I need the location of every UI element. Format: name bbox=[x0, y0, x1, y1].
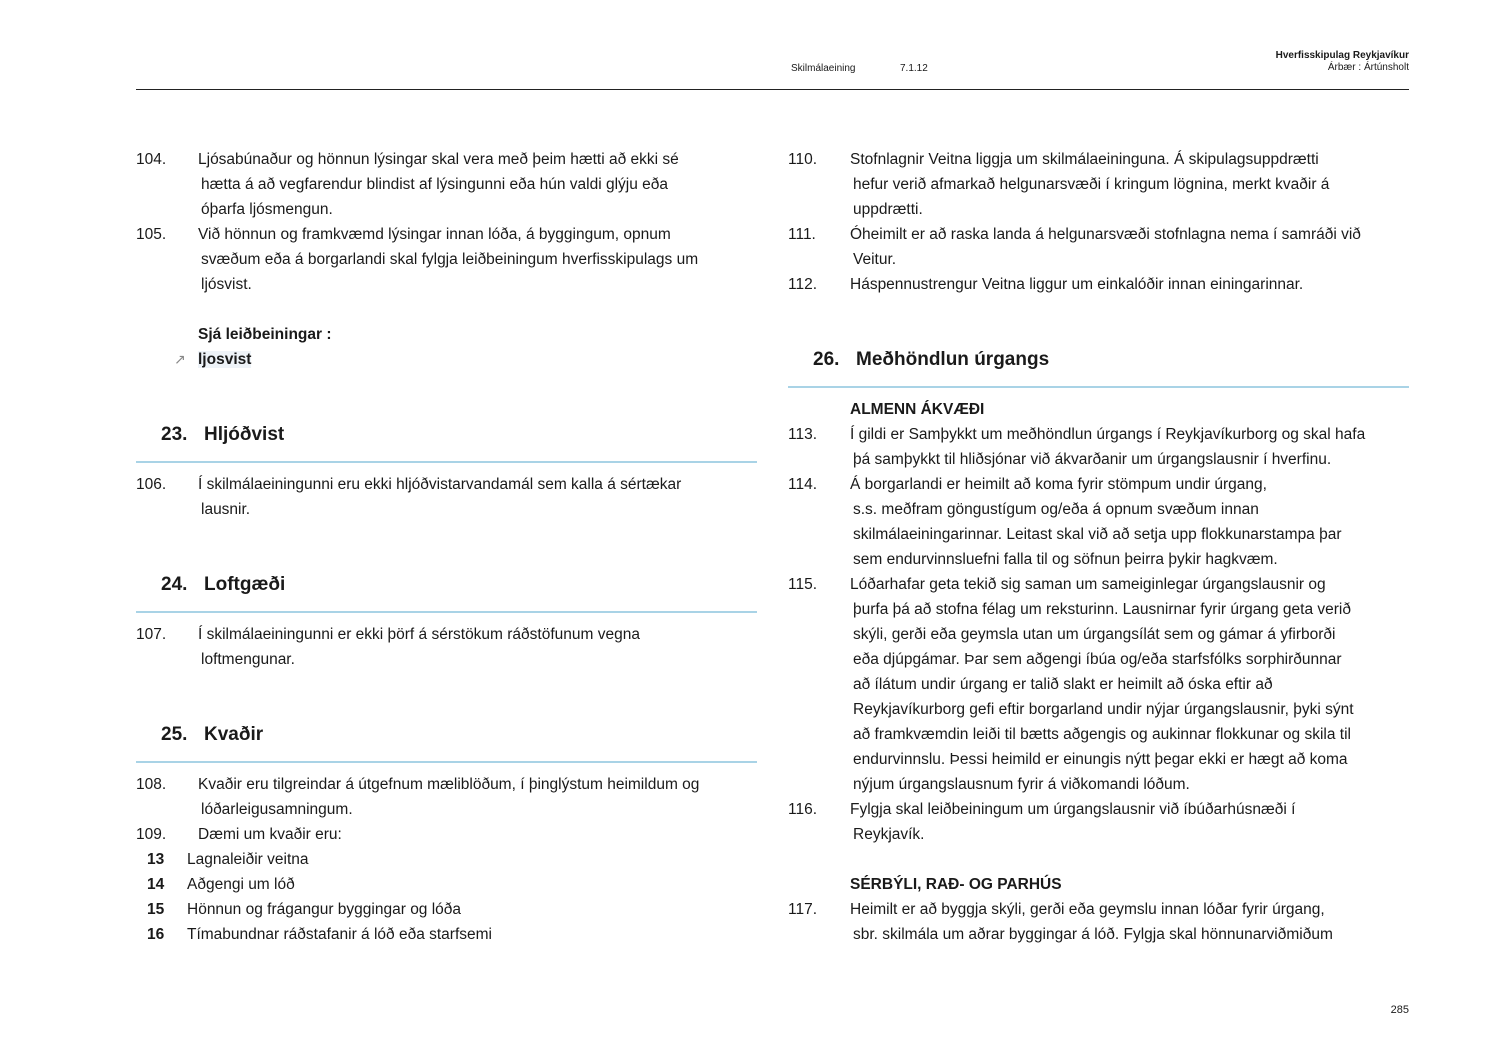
paragraph-number: 114. bbox=[788, 476, 818, 493]
paragraph-text: þá samþykkt til hliðsjónar við ákvarðanir um úrgangslausnir í hverfinu. bbox=[853, 451, 1332, 468]
paragraph-text: þurfa þá að stofna félag um reksturinn. Lausnirnar fyrir úrgang geta verið bbox=[853, 601, 1351, 618]
link-text[interactable]: ljosvist bbox=[198, 351, 252, 368]
list-number: 16 bbox=[147, 926, 165, 943]
section-title: Kvaðir bbox=[204, 724, 264, 745]
section-26-heading bbox=[788, 347, 1408, 397]
section-title: Meðhöndlun úrgangs bbox=[856, 349, 1050, 370]
section-number: 25. bbox=[161, 724, 188, 745]
paragraph-text: Kvaðir eru tilgreindar á útgefnum mæliblöðum, í þinglýstum heimildum og bbox=[198, 776, 700, 793]
header-section-number: 7.1.12 bbox=[900, 63, 928, 74]
paragraph-text: að framkvæmdin leiði til bætts aðgengis og aukinnar flokkunar og skila til bbox=[853, 726, 1351, 743]
paragraph-text: Reykjavíkurborg gefi eftir borgarland undir nýjar úrgangslausnir, þyki sýnt bbox=[853, 701, 1354, 718]
paragraph-112 bbox=[788, 272, 1408, 297]
paragraph-number: 116. bbox=[788, 801, 818, 818]
paragraph-text: Heimilt er að byggja skýli, gerði eða geymslu innan lóðar fyrir úrgang, bbox=[850, 901, 1325, 918]
paragraph-105 bbox=[136, 222, 756, 297]
section-rule bbox=[136, 761, 757, 763]
paragraph-text: Óheimilt er að raska landa á helgunarsvæði stofnlagna nema í samráði við bbox=[850, 226, 1361, 243]
paragraph-text: sbr. skilmála um aðrar byggingar á lóð. Fylgja skal hönnunarviðmiðum bbox=[853, 926, 1333, 943]
paragraph-text: Stofnlagnir Veitna liggja um skilmálaeininguna. Á skipulagsuppdrætti bbox=[850, 151, 1319, 168]
paragraph-text: Fylgja skal leiðbeiningum um úrgangslausnir við íbúðarhúsnæði í bbox=[850, 801, 1296, 818]
paragraph-number: 104. bbox=[136, 151, 167, 168]
list-item bbox=[136, 922, 756, 947]
section-number: 26. bbox=[813, 349, 840, 370]
paragraph-text: eða djúpgámar. Þar sem aðgengi íbúa og/eða starfsfólks sorphirðunnar bbox=[853, 651, 1342, 668]
paragraph-number: 111. bbox=[788, 226, 816, 243]
paragraph-number: 109. bbox=[136, 826, 167, 843]
list-text: Tímabundnar ráðstafanir á lóð eða starfsemi bbox=[187, 926, 492, 943]
paragraph-108 bbox=[136, 772, 756, 822]
section-25-heading bbox=[136, 722, 756, 772]
paragraph-text: svæðum eða á borgarlandi skal fylgja leiðbeiningum hverfisskipulags um bbox=[201, 251, 699, 268]
paragraph-text: Háspennustrengur Veitna liggur um einkalóðir innan einingarinnar. bbox=[850, 276, 1304, 293]
section-title: Hljóðvist bbox=[204, 424, 285, 445]
paragraph-text: loftmengunar. bbox=[201, 651, 295, 668]
header-doc-title: Hverfisskipulag Reykjavíkur bbox=[1275, 50, 1409, 61]
list-item bbox=[136, 872, 756, 897]
paragraph-number: 106. bbox=[136, 476, 167, 493]
list-text: Hönnun og frágangur byggingar og lóða bbox=[187, 901, 462, 918]
paragraph-text: óþarfa ljósmengun. bbox=[201, 201, 333, 218]
header-section-label: Skilmálaeining bbox=[791, 63, 856, 74]
paragraph-text: Dæmi um kvaðir eru: bbox=[198, 826, 342, 843]
paragraph-text: Reykjavík. bbox=[853, 826, 925, 843]
list-text: Aðgengi um lóð bbox=[187, 876, 295, 893]
paragraph-104 bbox=[136, 147, 756, 222]
paragraph-number: 105. bbox=[136, 226, 167, 243]
paragraph-text: Á borgarlandi er heimilt að koma fyrir stömpum undir úrgang, bbox=[850, 476, 1267, 493]
section-23-heading bbox=[136, 422, 756, 472]
page-number: 285 bbox=[1390, 1004, 1409, 1016]
section-title: Loftgæði bbox=[204, 574, 286, 595]
paragraph-number: 113. bbox=[788, 426, 818, 443]
section-number: 24. bbox=[161, 574, 188, 595]
paragraph-text: skilmálaeiningarinnar. Leitast skal við að setja upp flokkunarstampa þar bbox=[853, 526, 1342, 543]
section-24-heading bbox=[136, 572, 756, 622]
header-doc-subtitle: Árbær : Ártúnsholt bbox=[1327, 62, 1409, 73]
paragraph-number: 112. bbox=[788, 276, 818, 293]
list-text: Lagnaleiðir veitna bbox=[187, 851, 309, 868]
paragraph-number: 117. bbox=[788, 901, 818, 918]
paragraph-text: Við hönnun og framkvæmd lýsingar innan lóða, á byggingum, opnum bbox=[198, 226, 671, 243]
paragraph-text: lóðarleigusamningum. bbox=[201, 801, 353, 818]
paragraph-109 bbox=[136, 822, 756, 847]
paragraph-text: hætta á að vegfarendur blindist af lýsingunni eða hún valdi glýju eða bbox=[201, 176, 669, 193]
paragraph-number: 115. bbox=[788, 576, 818, 593]
paragraph-number: 110. bbox=[788, 151, 818, 168]
paragraph-text: Í skilmálaeiningunni eru ekki hljóðvistarvandamál sem kalla á sértækar bbox=[198, 476, 682, 493]
paragraph-text: að ílátum undir úrgang er talið slakt er heimilt að óska eftir að bbox=[853, 676, 1273, 693]
paragraph-115 bbox=[788, 572, 1408, 797]
list-number: 15 bbox=[147, 901, 165, 918]
paragraph-text: uppdrætti. bbox=[853, 201, 923, 218]
see-guidelines-label: Sjá leiðbeiningar : bbox=[198, 326, 332, 343]
paragraph-text: Í gildi er Samþykkt um meðhöndlun úrgangs í Reykjavíkurborg og skal hafa bbox=[850, 426, 1366, 443]
paragraph-text: ljósvist. bbox=[201, 276, 252, 293]
arrow-up-right-icon: ↗ bbox=[174, 351, 186, 367]
paragraph-110 bbox=[788, 147, 1408, 222]
section-rule bbox=[136, 611, 757, 613]
paragraph-106 bbox=[136, 472, 756, 522]
paragraph-text: Lóðarhafar geta tekið sig saman um sameiginlegar úrgangslausnir og bbox=[850, 576, 1326, 593]
subheading-general: ALMENN ÁKVÆÐI bbox=[850, 401, 985, 418]
paragraph-number: 108. bbox=[136, 776, 167, 793]
right-column bbox=[788, 147, 1408, 947]
paragraph-text: skýli, gerði eða geymsla utan um úrgangsílát sem og gámar á yfirborði bbox=[853, 626, 1336, 643]
left-column bbox=[136, 147, 756, 947]
paragraph-number: 107. bbox=[136, 626, 167, 643]
section-rule bbox=[788, 386, 1409, 388]
paragraph-text: hefur verið afmarkað helgunarsvæði í kringum lögnina, merkt kvaðir á bbox=[853, 176, 1330, 193]
paragraph-text: Veitur. bbox=[853, 251, 897, 268]
paragraph-text: Ljósabúnaður og hönnun lýsingar skal vera með þeim hætti að ekki sé bbox=[198, 151, 679, 168]
paragraph-113 bbox=[788, 422, 1408, 472]
paragraph-text: lausnir. bbox=[201, 501, 251, 518]
paragraph-107 bbox=[136, 622, 756, 672]
paragraph-text: Í skilmálaeiningunni er ekki þörf á sérstökum ráðstöfunum vegna bbox=[198, 626, 640, 643]
paragraph-111 bbox=[788, 222, 1408, 272]
paragraph-text: endurvinnslu. Þessi heimild er einungis nýtt þegar ekki er hægt að koma bbox=[853, 751, 1348, 768]
ljosvist-link[interactable] bbox=[136, 347, 756, 372]
subheading-detached-houses: SÉRBÝLI, RAÐ- OG PARHÚS bbox=[850, 876, 1062, 893]
section-number: 23. bbox=[161, 424, 188, 445]
list-item bbox=[136, 847, 756, 872]
section-rule bbox=[136, 461, 757, 463]
paragraph-116 bbox=[788, 797, 1408, 847]
paragraph-text: sem endurvinnsluefni falla til og söfnun þeirra þykir hagkvæm. bbox=[853, 551, 1278, 568]
header-doc-info bbox=[1276, 50, 1409, 74]
paragraph-text: s.s. meðfram göngustígum og/eða á opnum svæðum innan bbox=[853, 501, 1259, 518]
header-rule bbox=[136, 89, 1409, 90]
list-number: 13 bbox=[147, 851, 165, 868]
paragraph-117 bbox=[788, 897, 1408, 947]
list-item bbox=[136, 897, 756, 922]
paragraph-text: nýjum úrgangslausnum fyrir á viðkomandi lóðum. bbox=[853, 776, 1190, 793]
list-number: 14 bbox=[147, 876, 165, 893]
paragraph-114 bbox=[788, 472, 1408, 572]
